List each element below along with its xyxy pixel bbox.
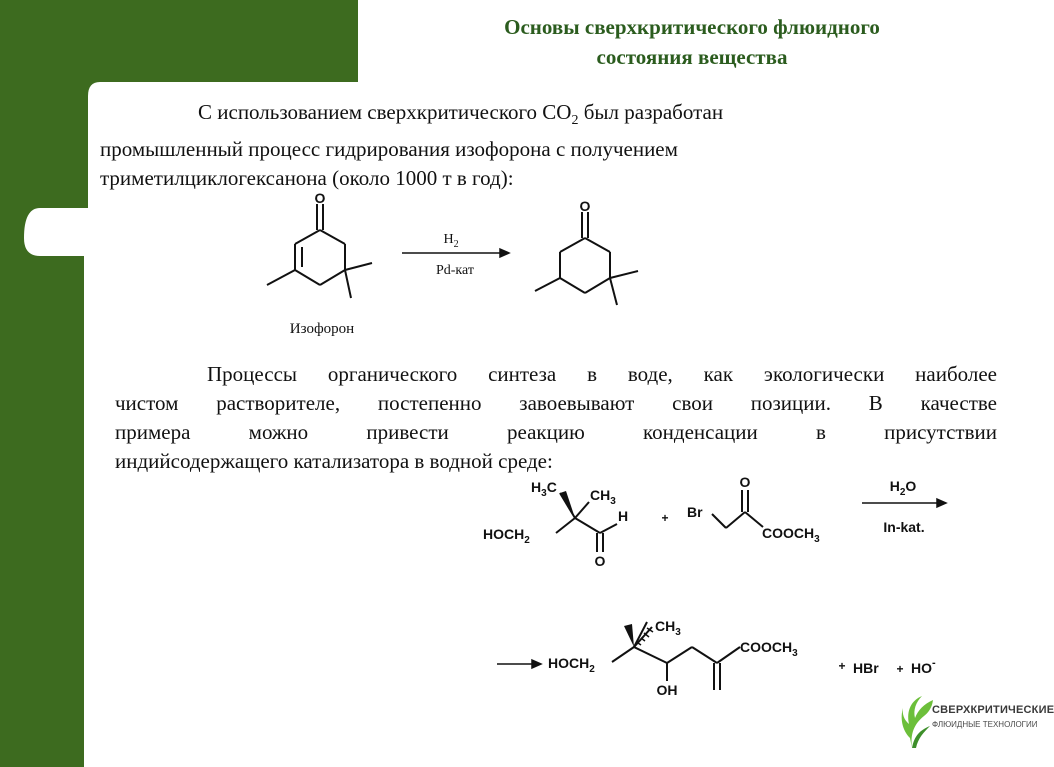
hbr-label: HBr bbox=[853, 660, 879, 676]
paragraph-2-line2: чистом растворителе, постепенно завоевывают свои позиции. В качестве bbox=[115, 391, 997, 415]
product-oxygen-label: O bbox=[579, 198, 591, 214]
p1-line1-tail: был разработан bbox=[578, 100, 724, 124]
r2-br-label: Br bbox=[687, 504, 703, 520]
p-oh-label: OH bbox=[656, 682, 678, 698]
r1-h-label: H bbox=[618, 508, 629, 524]
logo-line2: ФЛЮИДНЫЕ ТЕХНОЛОГИИ bbox=[932, 720, 1038, 729]
reaction-2-catalyst: In-kat. bbox=[883, 519, 925, 535]
paragraph-1-line2: промышленный процесс гидрирования изофорона с получением bbox=[100, 137, 678, 162]
ho-minus-label: HO- bbox=[911, 657, 936, 676]
p1-co2-subscript: 2 bbox=[571, 113, 579, 129]
isophorone-name-label: Изофорон bbox=[289, 321, 355, 337]
paragraph-2-line4: индийсодержащего катализатора в водной среде: bbox=[115, 449, 553, 473]
r2-o-label: O bbox=[739, 474, 751, 490]
r1-o-label: O bbox=[594, 553, 606, 569]
p-cooch3-label: $COOCH_3$ bbox=[740, 639, 798, 659]
reaction-1-catalyst: Pd-кат bbox=[435, 263, 475, 278]
r1-h3c-label: $H_3C$ bbox=[531, 479, 557, 499]
reaction-2-arrow bbox=[862, 499, 946, 507]
r1-ch3-label: $CH_3$ bbox=[590, 487, 616, 507]
plus-sign-3: + bbox=[896, 662, 904, 676]
plus-sign-2: + bbox=[838, 659, 846, 673]
slide-title-line1: Основы сверхкритического флюидного bbox=[504, 15, 880, 39]
r2-cooch3-label: $COOCH_3$ bbox=[762, 525, 820, 545]
paragraph-1-line3: триметилциклогексанона (около 1000 т в год): bbox=[100, 166, 514, 191]
paragraph-2-line1: Процессы органического синтеза в воде, как экологически наиболее bbox=[207, 362, 997, 386]
r1-hoch2-label: $HOCH_2$ bbox=[483, 526, 530, 546]
p-ch3-label: $CH_3$ bbox=[655, 618, 681, 638]
reaction-2-reagent: $H_2O$ bbox=[889, 478, 917, 498]
company-logo bbox=[900, 690, 1054, 752]
plus-sign-1: + bbox=[661, 511, 669, 525]
isophorone-oxygen-label: O bbox=[314, 190, 326, 206]
leaf-logo-icon bbox=[900, 690, 934, 750]
slide-title-line2: состояния вещества bbox=[596, 45, 788, 69]
reaction-1-reagent: $H_2$ bbox=[443, 232, 459, 250]
product-wedge-bond bbox=[624, 624, 634, 647]
logo-line1: СВЕРХКРИТИЧЕСКИЕ bbox=[932, 704, 1054, 716]
p1-line1-text: С использованием сверхкритического CO bbox=[198, 100, 572, 124]
reactant-bromoester-structure bbox=[712, 490, 763, 528]
p-hoch2-label: $HOCH_2$ bbox=[548, 655, 595, 675]
product-arrow bbox=[497, 660, 541, 668]
paragraph-2-line3: примера можно привести реакцию конденсации в присутствии bbox=[115, 420, 997, 444]
wedge-bond bbox=[560, 491, 575, 518]
